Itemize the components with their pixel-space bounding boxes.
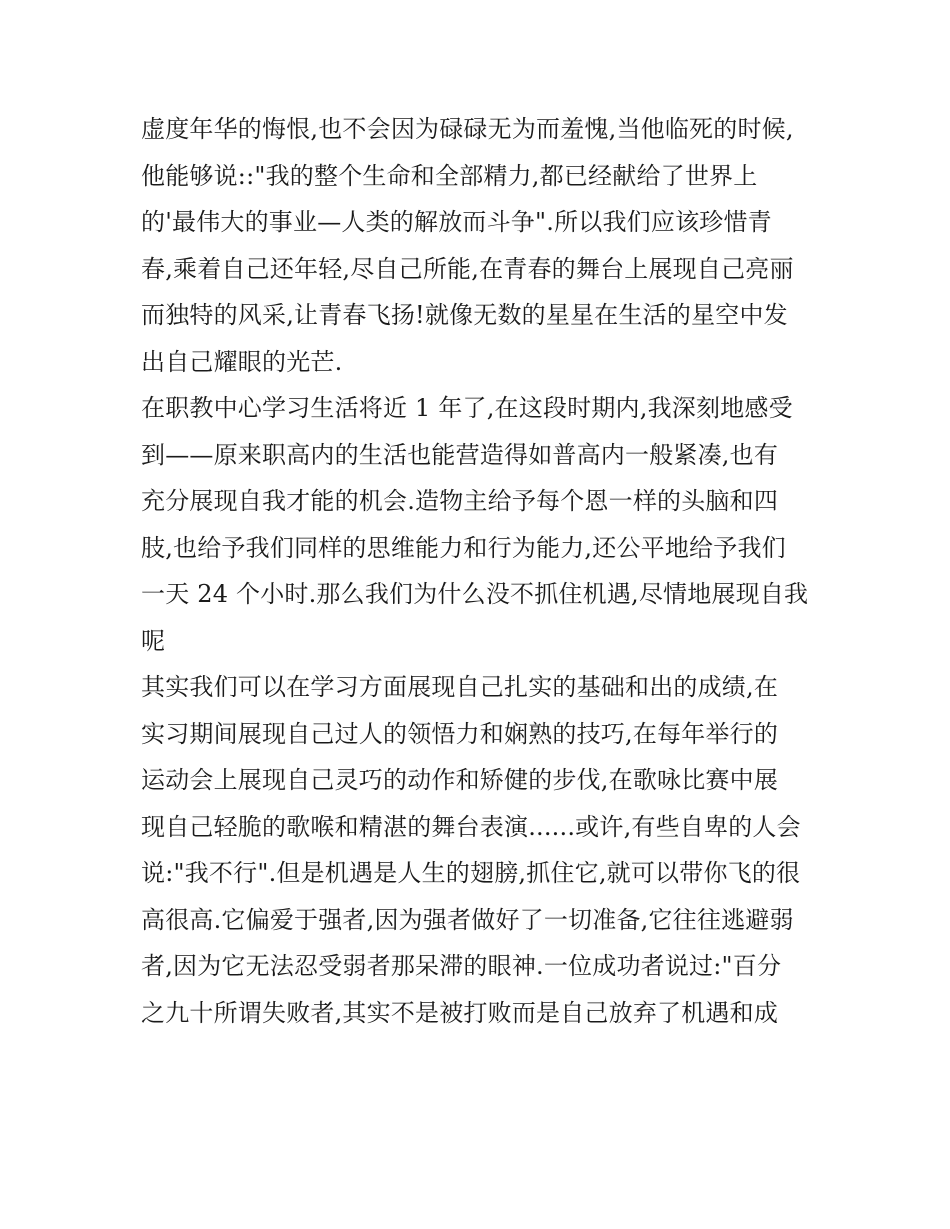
text-line: 一天 24 个小时.那么我们为什么没不抓住机遇,尽情地展现自我 — [141, 580, 809, 608]
text-line: 肢,也给予我们同样的思维能力和行为能力,还公平地给予我们 — [141, 533, 786, 562]
text-line: 之九十所谓失败者,其实不是被打败而是自己放弃了机遇和成 — [141, 998, 779, 1027]
text-line: 春,乘着自己还年轻,尽自己所能,在青春的舞台上展现自己亮丽 — [141, 254, 794, 283]
text-line: 高很高.它偏爱于强者,因为强者做好了一切准备,它往往逃避弱 — [141, 905, 794, 934]
text-line: 他能够说::"我的整个生命和全部精力,都已经献给了世界上 — [141, 161, 758, 190]
text-line: 虚度年华的悔恨,也不会因为碌碌无为而羞愧,当他临死的时候, — [141, 115, 794, 143]
text-line: 实习期间展现自己过人的领悟力和娴熟的技巧,在每年举行的 — [141, 719, 779, 748]
text-line: 到——原来职高内的生活也能营造得如普高内一般紧凑,也有 — [141, 440, 779, 469]
text-line: 其实我们可以在学习方面展现自己扎实的基础和出的成绩,在 — [141, 673, 779, 701]
text-line: 说:"我不行".但是机遇是人生的翅膀,抓住它,就可以带你飞的很 — [141, 859, 801, 887]
text-line: 出自己耀眼的光芒. — [141, 347, 343, 376]
text-line: 而独特的风采,让青春飞扬!就像无数的星星在生活的星空中发 — [141, 301, 788, 329]
text-line: 充分展现自我才能的机会.造物主给予每个恩一样的头脑和四 — [141, 487, 779, 515]
body-text — [141, 106, 821, 1036]
text-line: 在职教中心学习生活将近 1 年了,在这段时期内,我深刻地感受 — [141, 394, 793, 422]
text-line: 的'最伟大的事业—人类的解放而斗争".所以我们应该珍惜青 — [141, 208, 772, 236]
text-line: 者,因为它无法忍受弱者那呆滞的眼神.一位成功者说过:"百分 — [141, 952, 782, 980]
text-line: 现自己轻脆的歌喉和精湛的舞台表演......或许,有些自卑的人会 — [141, 812, 801, 841]
text-line: 呢 — [141, 626, 166, 655]
text-line: 运动会上展现自己灵巧的动作和矫健的步伐,在歌咏比赛中展 — [141, 766, 779, 794]
